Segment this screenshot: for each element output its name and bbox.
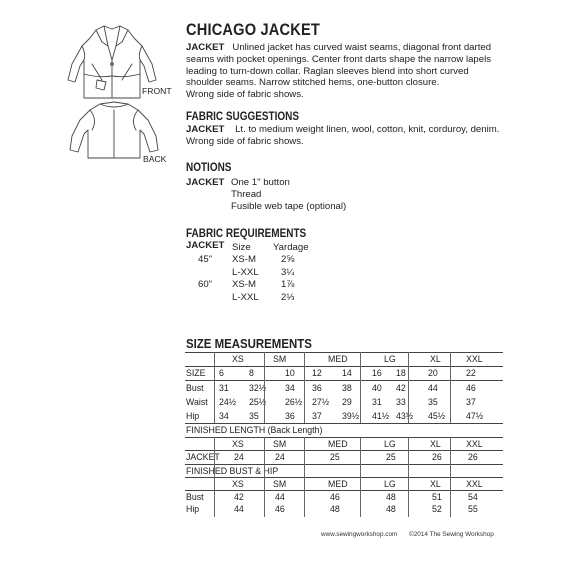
size-group-header: LG (384, 439, 396, 449)
description-note: Wrong side of fabric shows. (186, 89, 304, 101)
fabric-suggestions-text: Lt. to medium weight linen, wool, cotton, knit, corduroy, denim. (235, 124, 500, 135)
size-group-header: LG (384, 479, 396, 489)
finished-length-value: 25 (386, 452, 396, 462)
fabric-suggestions-label: JACKET (186, 124, 225, 135)
finished-value: 46 (275, 504, 285, 514)
column-divider (304, 437, 305, 517)
table-rule (185, 423, 503, 424)
measure-value: 40 (372, 383, 382, 393)
size-group-header: SM (273, 479, 287, 489)
measure-value: 47½ (466, 411, 484, 421)
finished-length-value: 26 (468, 452, 478, 462)
measure-value: 25½ (249, 397, 267, 407)
table-rule (185, 437, 503, 438)
measure-value: 35 (428, 397, 438, 407)
measure-value: 39½ (342, 411, 360, 421)
size-group-header: XL (430, 354, 441, 364)
description-text: Unlined jacket has curved waist seams, diagonal front darted seams with pocket openings. Center front darts shape the narrow lapels leading to turn-down collar. Raglan sleeves blend into short curved shoulder seams. Narrow stitched hems, one-button closure. (186, 42, 492, 89)
finished-value: 54 (468, 492, 478, 502)
measure-value: 29 (342, 397, 352, 407)
measure-value: 27½ (312, 397, 330, 407)
size-group-header: XXL (466, 439, 483, 449)
finished-value: 51 (432, 492, 442, 502)
column-divider (304, 352, 305, 423)
column-divider (408, 352, 409, 423)
size-group-header: XL (430, 479, 441, 489)
column-divider (264, 437, 265, 517)
description (186, 42, 506, 101)
finished-value: 48 (330, 504, 340, 514)
size-group-header: MED (328, 479, 348, 489)
size-group-header: XL (430, 439, 441, 449)
size-group-header: SM (273, 439, 287, 449)
fabric-size: L-XXL (232, 292, 259, 303)
column-divider (360, 352, 361, 423)
column-divider (360, 437, 361, 517)
size-measurements-heading: SIZE MEASUREMENTS (186, 336, 312, 351)
measure-value: 32½ (249, 383, 267, 393)
size-value: 22 (466, 368, 476, 378)
fabric-size: XS-M (232, 254, 256, 265)
table-rule (185, 477, 503, 478)
fabric-suggestions-note: Wrong side of fabric shows. (186, 135, 304, 147)
footer-website: www.sewingworkshop.com (321, 531, 398, 538)
size-group-header: LG (384, 354, 396, 364)
finished-length-heading: FINISHED LENGTH (Back Length) (186, 425, 323, 435)
finished-length-value: 26 (432, 452, 442, 462)
measure-value: 34 (285, 383, 295, 393)
finished-value: 55 (468, 504, 478, 514)
measure-value: 33 (396, 397, 406, 407)
measure-value: 41½ (372, 411, 390, 421)
front-label: FRONT (142, 86, 172, 96)
size-value: 20 (428, 368, 438, 378)
footer-copyright: ©2014 The Sewing Workshop (409, 531, 494, 538)
measure-value: 37 (466, 397, 476, 407)
finished-row-label: Bust (186, 492, 204, 502)
size-group-header: MED (328, 439, 348, 449)
size-group-header: XS (232, 354, 244, 364)
size-value: 16 (372, 368, 382, 378)
measure-row-label: Waist (186, 397, 208, 407)
measure-value: 36 (312, 383, 322, 393)
fabric-requirements-label: JACKET (186, 240, 225, 251)
measure-row-label: Bust (186, 383, 204, 393)
fabric-requirements-heading: FABRIC REQUIREMENTS (186, 227, 307, 240)
finished-value: 42 (234, 492, 244, 502)
fabric-yardage: 2⅝ (281, 254, 295, 265)
measure-value: 38 (342, 383, 352, 393)
fabric-size: XS-M (232, 279, 256, 290)
column-divider (264, 352, 265, 423)
size-value: 12 (312, 368, 322, 378)
size-group-header: XS (232, 439, 244, 449)
finished-value: 46 (330, 492, 340, 502)
table-rule (185, 490, 503, 491)
finished-length-value: 25 (330, 452, 340, 462)
size-group-header: XXL (466, 354, 483, 364)
fabric-suggestions-heading: FABRIC SUGGESTIONS (186, 110, 300, 123)
measure-value: 43½ (396, 411, 414, 421)
fabric-yardage: 1⅞ (281, 279, 295, 290)
fabric-size: L-XXL (232, 267, 259, 278)
size-value: 18 (396, 368, 406, 378)
notions-item: Thread (231, 189, 262, 200)
finished-row-label: Hip (186, 504, 200, 514)
notions-item: One 1" button (231, 177, 290, 188)
finished-value: 48 (386, 492, 396, 502)
measure-value: 37 (312, 411, 322, 421)
notions-label: JACKET (186, 177, 225, 188)
size-group-header: XXL (466, 479, 483, 489)
size-value: 14 (342, 368, 352, 378)
col-size-header: Size (232, 242, 251, 253)
col-yardage-header: Yardage (273, 242, 309, 253)
measure-value: 34 (219, 411, 229, 421)
notions-item: Fusible web tape (optional) (231, 201, 347, 212)
measure-value: 26½ (285, 397, 303, 407)
finished-value: 44 (275, 492, 285, 502)
jacket-back-drawing (54, 100, 174, 160)
fabric-width: 60" (198, 279, 213, 290)
finished-length-label: JACKET (186, 452, 220, 462)
table-rule (185, 464, 503, 465)
column-divider (214, 437, 215, 517)
measure-row-label: Hip (186, 411, 200, 421)
size-group-header: SM (273, 354, 287, 364)
finished-value: 44 (234, 504, 244, 514)
measure-value: 31 (219, 383, 229, 393)
back-label: BACK (143, 154, 167, 164)
measure-value: 24½ (219, 397, 237, 407)
table-rule (185, 352, 503, 353)
table-rule (185, 366, 503, 367)
size-value: 10 (285, 368, 295, 378)
column-divider (450, 437, 451, 517)
pattern-title: CHICAGO JACKET (186, 20, 320, 39)
finished-length-value: 24 (275, 452, 285, 462)
fabric-yardage: 2⅓ (281, 292, 295, 303)
finished-bust-hip-heading: FINISHED BUST & HIP (186, 466, 279, 476)
fabric-width: 45" (198, 254, 213, 265)
fabric-yardage: 3¼ (281, 267, 295, 278)
measure-value: 44 (428, 383, 438, 393)
size-value: 6 (219, 368, 224, 378)
column-divider (408, 437, 409, 517)
measure-value: 36 (285, 411, 295, 421)
table-rule (185, 380, 503, 381)
column-divider (214, 352, 215, 423)
measure-value: 35 (249, 411, 259, 421)
measure-value: 31 (372, 397, 382, 407)
measure-value: 42 (396, 383, 406, 393)
finished-value: 48 (386, 504, 396, 514)
size-group-header: XS (232, 479, 244, 489)
description-label: JACKET (186, 42, 225, 53)
size-value: 8 (249, 368, 254, 378)
measure-value: 46 (466, 383, 476, 393)
table-rule (185, 450, 503, 451)
size-group-header: MED (328, 354, 348, 364)
fabric-suggestions (186, 124, 516, 148)
notions-heading: NOTIONS (186, 161, 232, 174)
size-row-label: SIZE (186, 368, 206, 378)
measure-value: 45½ (428, 411, 446, 421)
finished-length-value: 24 (234, 452, 244, 462)
finished-value: 52 (432, 504, 442, 514)
column-divider (450, 352, 451, 423)
